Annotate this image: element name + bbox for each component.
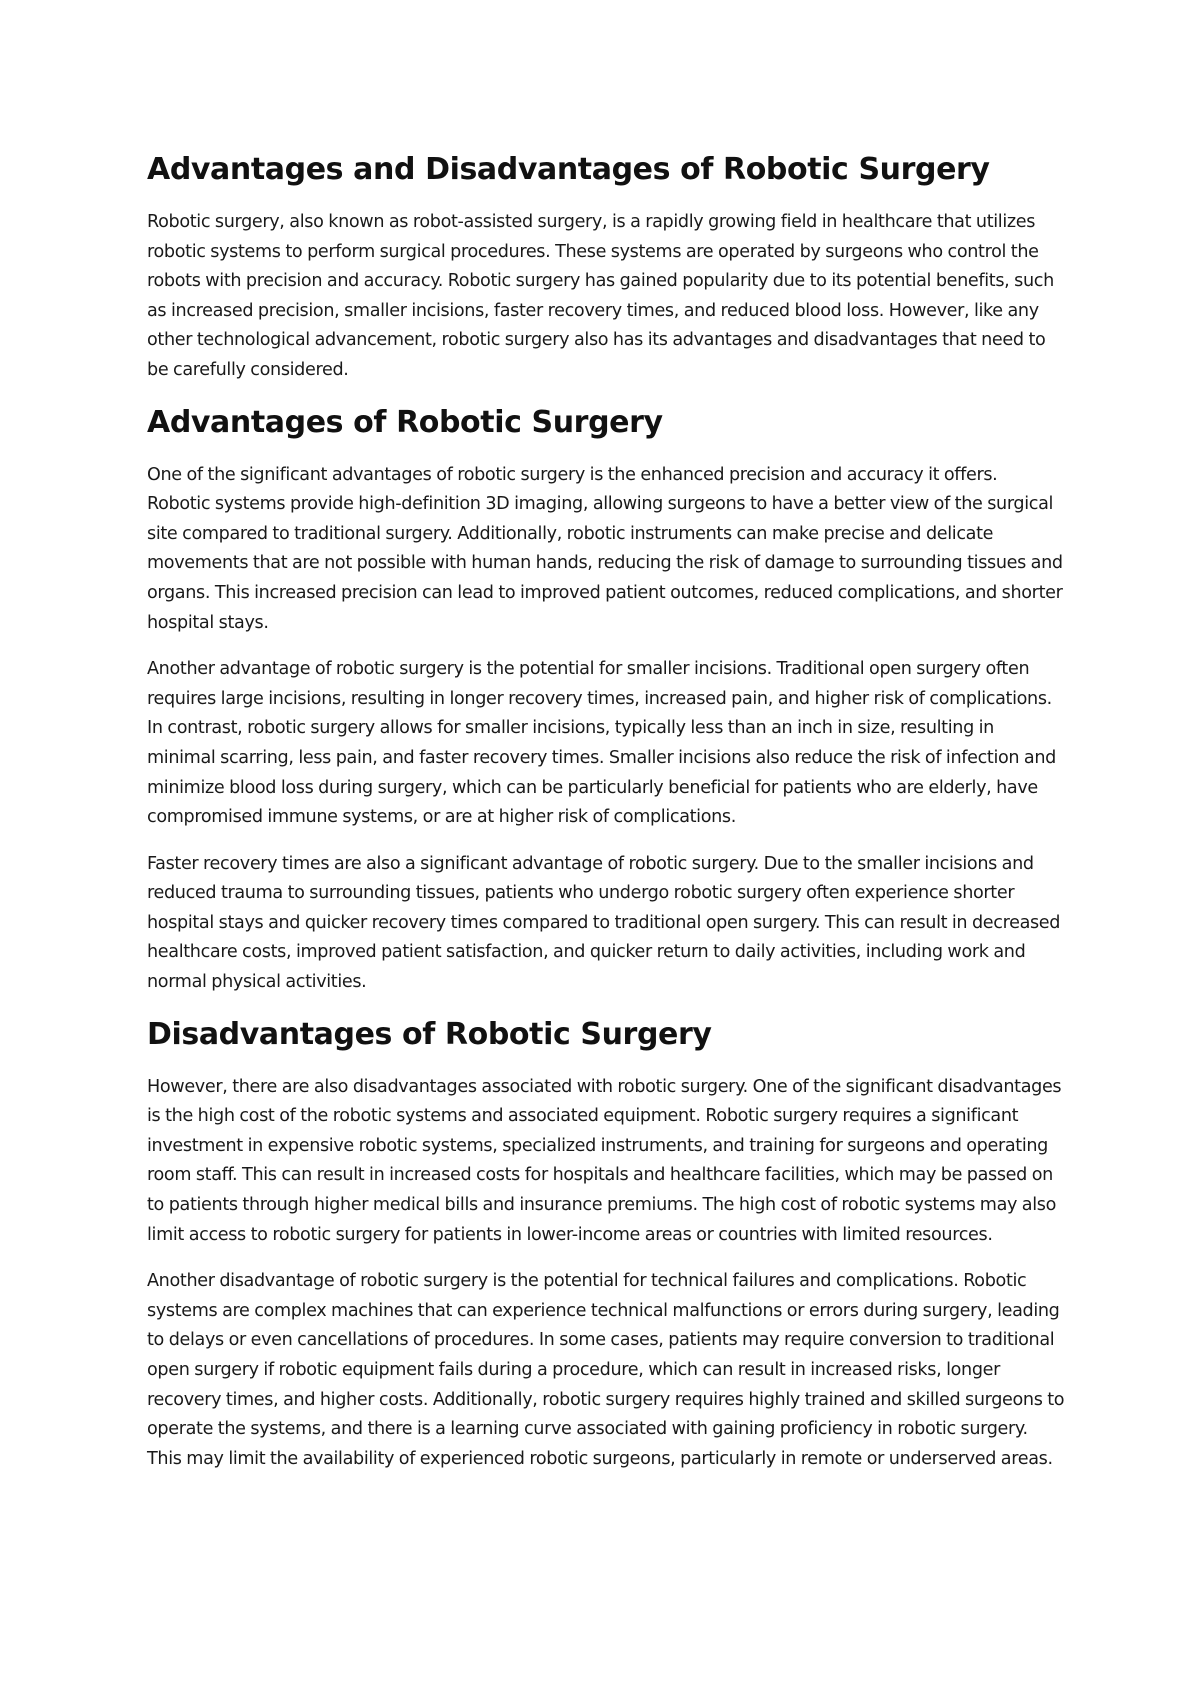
advantages-section: [147, 403, 1065, 998]
document-body: [147, 150, 1065, 1491]
disadvantages-paragraph-technical: Another disadvantage of robotic surgery is the potential for technical failures and complications. Robotic systems are complex machines that can experience technical malfunctions or errors during surgery, leading to delays or even cancellations of procedures. In some cases, patients may require conversion to traditional open surgery if robotic equipment fails during a procedure, which can result in increased risks, longer recovery times, and higher costs. Additionally, robotic surgery requires highly trained and skilled surgeons to operate the systems, and there is a learning curve associated with gaining proficiency in robotic surgery. This may limit the availability of experienced robotic surgeons, particularly in remote or underserved areas.: [147, 1271, 1065, 1469]
advantages-paragraph-precision: One of the significant advantages of robotic surgery is the enhanced precision and accuracy it offers. Robotic systems provide high-definition 3D imaging, allowing surgeons to have a better view of the surgical site compared to traditional surgery. Additionally, robotic instruments can make precise and delicate movements that are not possible with human hands, reducing the risk of damage to surrounding tissues and organs. This increased precision can lead to improved patient outcomes, reduced complications, and shorter hospital stays.: [147, 464, 1063, 633]
disadvantages-section: [147, 1015, 1065, 1475]
advantages-paragraph-recovery: Faster recovery times are also a significant advantage of robotic surgery. Due to the smaller incisions and reduced trauma to surrounding tissues, patients who undergo robotic surgery often experience shorter hospital stays and quicker recovery times compared to traditional open surgery. This can result in decreased healthcare costs, improved patient satisfaction, and quicker return to daily activities, including work and normal physical activities.: [147, 853, 1061, 993]
advantages-paragraph-incisions: Another advantage of robotic surgery is the potential for smaller incisions. Traditional open surgery often requires large incisions, resulting in longer recovery times, increased pain, and higher risk of complications. In contrast, robotic surgery allows for smaller incisions, typically less than an inch in size, resulting in minimal scarring, less pain, and faster recovery times. Smaller incisions also reduce the risk of infection and minimize blood loss during surgery, which can be particularly beneficial for patients who are elderly, have compromised immune systems, or are at higher risk of complications.: [147, 659, 1056, 828]
document-title: Advantages and Disadvantages of Robotic Surgery: [147, 152, 990, 187]
disadvantages-paragraph-cost: However, there are also disadvantages associated with robotic surgery. One of the significant disadvantages is the high cost of the robotic systems and associated equipment. Robotic surgery requires a significant investment in expensive robotic systems, specialized instruments, and training for surgeons and operating room staff. This can result in increased costs for hospitals and healthcare facilities, which may be passed on to patients through higher medical bills and insurance premiums. The high cost of robotic systems may also limit access to robotic surgery for patients in lower-income areas or countries with limited resources.: [147, 1076, 1062, 1245]
intro-paragraph: Robotic surgery, also known as robot-assisted surgery, is a rapidly growing field in healthcare that utilizes robotic systems to perform surgical procedures. These systems are operated by surgeons who control the robots with precision and accuracy. Robotic surgery has gained popularity due to its potential benefits, such as increased precision, smaller incisions, faster recovery times, and reduced blood loss. However, like any other technological advancement, robotic surgery also has its advantages and disadvantages that need to be carefully considered.: [147, 212, 1054, 380]
advantages-heading: Advantages of Robotic Surgery: [147, 404, 663, 440]
disadvantages-heading: Disadvantages of Robotic Surgery: [147, 1016, 712, 1052]
